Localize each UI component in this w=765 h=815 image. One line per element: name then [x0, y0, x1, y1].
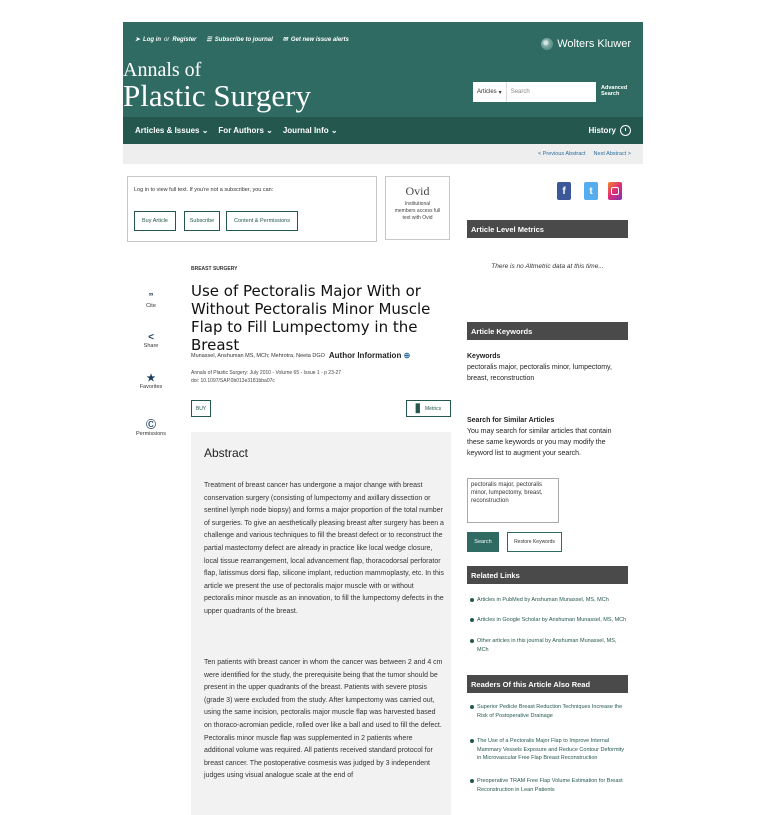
reader-article-2[interactable]: The Use of a Pectoralis Major Flap to Improve Internal Mammary Vessels Exposure and Reduce Contour Deformity in Microvascular Free Flap Breast Reconstruction — [470, 737, 628, 763]
envelope-icon: ✉ — [282, 37, 288, 43]
citation-text: Annals of Plastic Surgery: July 2010 - Volume 65 - Issue 1 - p 23-27 — [191, 370, 342, 376]
subscribe-journal-label: Subscribe to journal — [214, 36, 273, 43]
twitter-icon: t — [589, 185, 593, 197]
login-link[interactable]: Log in — [143, 36, 162, 43]
advanced-search-link[interactable] — [601, 85, 627, 97]
subscribe-button[interactable]: Subscribe — [184, 211, 220, 231]
permissions-label: Permissions — [136, 431, 166, 437]
metrics-button[interactable] — [406, 400, 451, 417]
advanced-line2: Search — [601, 91, 620, 98]
author-names: Munassel, Anshuman MS, MCh; Mehrotra, Neeta DGO — [191, 352, 325, 359]
ovid-text-2: members access full — [394, 207, 441, 214]
history-icon — [620, 125, 631, 136]
login-or: or — [164, 36, 170, 43]
share-tool[interactable] — [136, 332, 166, 349]
metrics-label: Metrics — [425, 405, 442, 412]
nav-items — [135, 126, 338, 135]
ovid-text-1: Institutional — [404, 201, 431, 208]
article-keywords-heading: Article Keywords — [467, 322, 628, 340]
menu-icon: ☰ — [206, 37, 212, 43]
reader-article-3[interactable]: Preoperative TRAM Free Flap Volume Estimation for Breast Reconstruction in Lean Patients — [470, 777, 628, 794]
share-label: Share — [143, 343, 159, 349]
keywords-list: pectoralis major, pectoralis minor, lumpectomy, breast, reconstruction — [467, 363, 612, 382]
chevron-down-icon: ⌄ — [201, 126, 209, 135]
facebook-icon: f — [562, 185, 566, 197]
altmetric-message: There is no Altmetric data at this time... — [491, 263, 604, 270]
ovid-access-box[interactable] — [385, 176, 450, 240]
similar-search-button[interactable]: Search — [467, 532, 499, 552]
permissions-tool[interactable] — [133, 416, 169, 437]
cite-tool[interactable] — [136, 292, 166, 309]
brand-name: Wolters Kluwer — [557, 38, 631, 50]
advanced-line1: Advanced — [601, 85, 628, 91]
abstract-pager — [123, 144, 643, 164]
access-options-box — [127, 176, 377, 242]
issue-alerts-label: Get new issue alerts — [290, 36, 349, 43]
site-header — [123, 22, 643, 127]
related-links-heading: Related Links — [467, 566, 628, 584]
article-category: BREAST SURGERY — [191, 266, 238, 272]
nav-for-authors-label: For Authors — [218, 126, 264, 135]
reader-article-1[interactable]: Superior Pedicle Breast Reduction Techniques Increase the Risk of Postoperative Drainage — [470, 703, 628, 720]
copyright-icon: Ⓒ — [146, 420, 156, 431]
keywords-label: Keywords — [467, 353, 501, 360]
search-bar — [473, 82, 596, 102]
nav-for-authors[interactable] — [218, 126, 272, 135]
chevron-down-icon: ⌄ — [266, 126, 273, 135]
abstract-heading: Abstract — [204, 446, 249, 460]
twitter-share[interactable] — [584, 182, 598, 200]
journal-logo[interactable] — [123, 60, 311, 111]
related-link-pubmed[interactable]: Articles in PubMed by Anshuman Munassel, MS, MCh — [470, 596, 628, 605]
abstract-section — [191, 432, 451, 815]
favorites-tool[interactable] — [136, 373, 166, 390]
subscribe-journal-link[interactable] — [206, 36, 272, 43]
search-scope-select[interactable] — [473, 82, 507, 102]
similar-articles-text: You may search for similar articles that contain these same keywords or you may modify the keyword list to augment your search. — [467, 427, 612, 457]
abstract-paragraph-2: Ten patients with breast cancer in whom the cancer was between 2 and 4 cm were identified for the study, the prerequisite being that the tumor should be present in the upper quadrants of the breast. Patients with severe ptosis (grade 3) were excluded from the study. After lumpectomy was carried out, using the same incision, pectoralis major muscle flap was harvested based on thoraco-acromian pedicle, rolled over like a ball and used to fill the defect. Pectoralis minor muscle flap was supplemented in 2 patients where additional volume was required. All patients received standard protocol for breast cancer. The postoperative cosmesis was judged by 3 independent judges using visual analogue scale at the end of — [204, 659, 443, 780]
nav-journal-info-label: Journal Info — [282, 126, 329, 135]
instagram-share[interactable] — [608, 182, 622, 200]
share-icon: < — [148, 332, 154, 343]
journal-name-line2: Plastic Surgery — [123, 78, 311, 113]
similar-articles-block — [467, 416, 627, 459]
related-link-journal[interactable]: Other articles in this journal by Anshuman Munassel, MS, MCh — [470, 637, 628, 654]
login-icon: ➤ — [135, 37, 141, 43]
wolters-kluwer-icon — [541, 38, 553, 50]
chevron-down-icon: ⌄ — [330, 126, 338, 135]
readers-also-read-heading: Readers Of this Article Also Read — [467, 675, 628, 693]
instagram-icon — [611, 187, 619, 195]
journal-name-line1: Annals of — [123, 59, 202, 81]
keywords-block — [467, 352, 627, 385]
header-topbar — [135, 36, 349, 43]
previous-abstract-link[interactable]: < Previous Abstract — [538, 151, 586, 157]
abstract-paragraph-1: Treatment of breast cancer has undergone a major change with breast conservation surgery (consisting of lumpectomy and axillary dissection or sentinel lymph node biopsy) and forms a major proportion of the total number of surgeries. To give an aesthetically pleasing breast after surgery has been a challenge and various techniques to fill the breast defect or to reconstruct the partial mastectomy defect are already in practice like local wedge closure, local tissue rearrangement, local advancement flap, thoracodorsal perforator flap, latissmus dorsi flap, silicone implant, reduction mammoplasty, etc. In this article we present the use of pectoralis major muscle with or without pectoralis minor muscle as an innovation, to fill the lumpectomy defects in the upper quadrants of the breast. — [204, 482, 444, 615]
favorites-label: Favorites — [139, 384, 163, 390]
history-label: History — [588, 126, 616, 135]
restore-keywords-button[interactable]: Restore Keywords — [507, 532, 562, 552]
nav-journal-info[interactable] — [283, 126, 338, 135]
magnifier-glyph — [584, 87, 595, 98]
brand-logo[interactable] — [541, 38, 631, 50]
author-line — [191, 351, 410, 360]
content-permissions-button[interactable]: Content & Permissions — [226, 211, 298, 231]
related-link-google-scholar[interactable]: Articles in Google Scholar by Anshuman Munassel, MS, MCh — [470, 616, 628, 625]
history-button[interactable] — [588, 125, 631, 136]
cite-label: Cite — [146, 303, 156, 309]
main-nav — [123, 117, 643, 144]
issue-alerts-link[interactable] — [283, 36, 349, 43]
search-input[interactable]: Search — [510, 89, 530, 95]
keywords-textarea[interactable]: pectoralis major, pectoralis minor, lumpectomy, breast, reconstruction — [467, 478, 559, 523]
citation-block — [191, 369, 341, 385]
article-title: Use of Pectoralis Major With or Without Pectoralis Minor Muscle Flap to Fill Lumpectomy in the Breast — [191, 282, 431, 354]
access-message: Log in to view full text. If you're not a subscriber, you can: — [134, 187, 274, 193]
quote-icon: ” — [148, 292, 154, 303]
search-scope-value: Articles — [477, 89, 497, 95]
facebook-share[interactable] — [557, 182, 571, 200]
author-information-toggle[interactable] — [329, 351, 410, 360]
next-abstract-link[interactable]: Next Abstract > — [593, 151, 631, 157]
star-icon: ★ — [146, 373, 156, 384]
circle-chevron-icon: ⊕ — [403, 351, 411, 360]
similar-articles-heading: Search for Similar Articles — [467, 417, 555, 424]
buy-article-button[interactable]: Buy Article — [134, 211, 176, 231]
login-group — [135, 36, 196, 43]
author-information-label: Author Information — [328, 351, 402, 360]
ovid-text-3: text with Ovid — [402, 214, 433, 221]
bar-chart-icon: ▋ — [415, 404, 423, 413]
ovid-logo: Ovid — [405, 184, 430, 198]
doi-text: doi: 10.1097/SAP.0b013e3181bba07c — [191, 378, 275, 384]
caret-down-icon: ▾ — [498, 89, 502, 96]
register-link[interactable]: Register — [172, 36, 197, 43]
nav-articles-issues-label: Articles & Issues — [135, 126, 200, 135]
nav-articles-issues[interactable] — [135, 126, 208, 135]
buy-button[interactable]: BUY — [191, 400, 211, 417]
article-metrics-heading: Article Level Metrics — [467, 220, 628, 238]
search-icon[interactable] — [581, 82, 597, 102]
